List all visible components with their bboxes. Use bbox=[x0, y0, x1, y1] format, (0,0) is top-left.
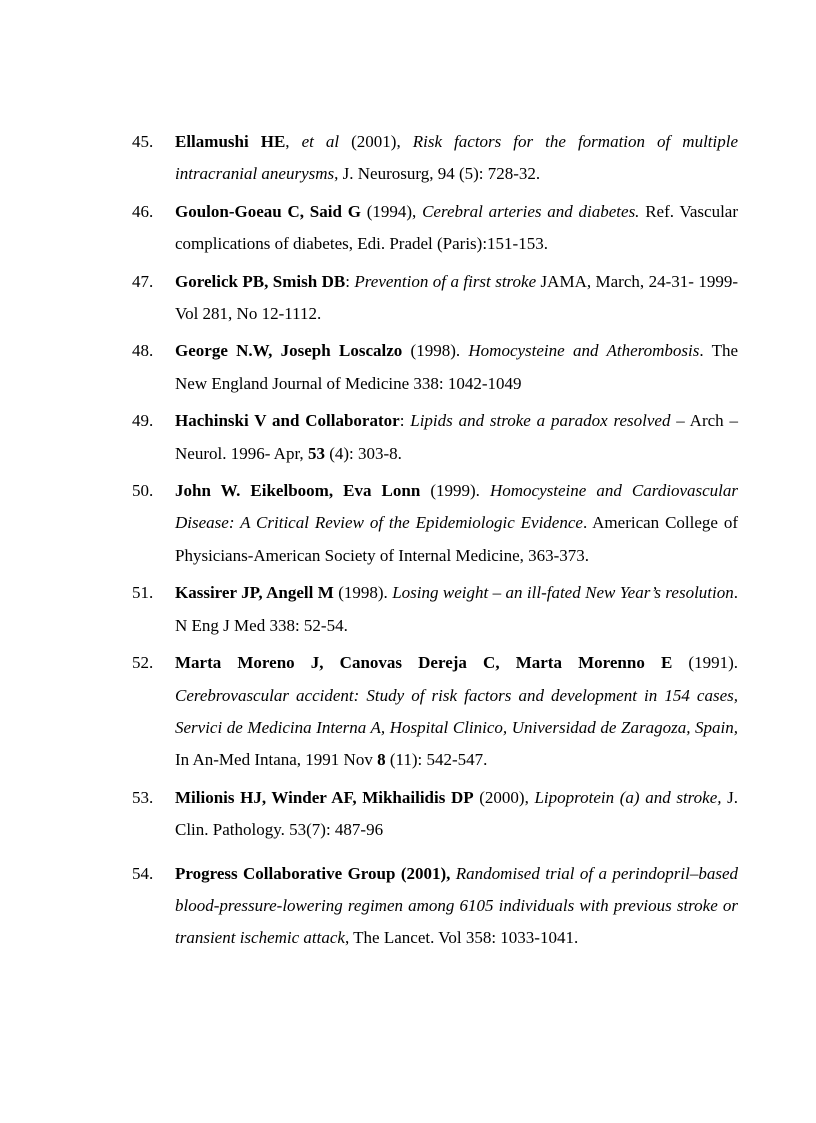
reference-year: (1998). bbox=[402, 341, 469, 361]
reference-authors: Ellamushi HE bbox=[175, 132, 286, 151]
reference-number: 53. bbox=[132, 787, 154, 807]
reference-source: , The Lancet. Vol 358: 1033-1041. bbox=[344, 928, 579, 948]
reference-number: 49. bbox=[132, 411, 154, 431]
reference-authors: Hachinski V and Collaborator bbox=[175, 411, 400, 431]
reference-source: JAMA, March, 24-31- 1999-Vol 281, No 12-1112. bbox=[175, 271, 738, 324]
reference-46 bbox=[132, 196, 738, 261]
reference-source: . The New England Journal of Medicine 338: 1042-1049 bbox=[175, 341, 738, 393]
reference-53 bbox=[132, 782, 738, 847]
reference-authors: John W. Eikelboom, Eva Lonn bbox=[175, 481, 421, 501]
reference-volume: 53 bbox=[307, 443, 325, 463]
reference-authors: Gorelick PB, Smish DB bbox=[175, 271, 346, 291]
reference-year: (2000), bbox=[473, 787, 535, 807]
reference-list bbox=[0, 126, 816, 955]
reference-title: Cerebrovascular accident: Study of risk factors and development in 154 cases, Servici de Medicina Interna A, Hospital Clinico, Universidad de Zaragoza, Spain, bbox=[175, 685, 738, 737]
reference-number: 54. bbox=[132, 863, 154, 883]
et-al: et al bbox=[301, 132, 340, 151]
reference-50 bbox=[132, 475, 738, 572]
reference-48 bbox=[132, 335, 738, 400]
reference-number: 52. bbox=[132, 653, 154, 673]
reference-number: 47. bbox=[132, 271, 154, 291]
reference-volume: 8 bbox=[377, 750, 386, 770]
reference-number: 45. bbox=[132, 132, 154, 151]
reference-source: . N Eng J Med 338: 52-54. bbox=[175, 583, 738, 635]
reference-authors: Milionis HJ, Winder AF, Mikhailidis DP bbox=[175, 787, 474, 807]
reference-authors: Goulon-Goeau C, Said G bbox=[175, 201, 361, 221]
reference-number: 50. bbox=[132, 481, 154, 501]
reference-authors: George N.W, Joseph Loscalzo bbox=[175, 341, 403, 361]
reference-year: (1999). bbox=[420, 481, 490, 501]
reference-49: 49. Hachinski V and Collaborator: Lipids and stroke a paradox resolved – Arch – Neurol. 1996- Apr, 53 (4): 303-8. bbox=[175, 405, 738, 470]
reference-title: Risk factors for the formation of multiple intracranial aneurysms bbox=[175, 132, 739, 184]
reference-source: Arch – Neurol. 1996- Apr, bbox=[175, 411, 738, 463]
reference-number: 48. bbox=[132, 341, 154, 361]
reference-year: (1994), bbox=[360, 201, 423, 221]
reference-title: Homocysteine and Atherombosis bbox=[468, 341, 700, 361]
reference-year: (2001), bbox=[339, 132, 413, 151]
reference-title: Homocysteine and Cardiovascular Disease: A Critical Review of the Epidemiologic Evidence bbox=[175, 481, 738, 533]
reference-authors: Marta Moreno J, Canovas Dereja C, Marta Morenno E bbox=[175, 653, 673, 673]
reference-year: (1991). bbox=[672, 653, 738, 673]
reference-number: 46. bbox=[132, 201, 154, 221]
reference-year: (1998). bbox=[333, 583, 393, 603]
reference-title: Lipoprotein (a) and stroke, bbox=[534, 787, 722, 807]
reference-52: 52. Marta Moreno J, Canovas Dereja C, Marta Morenno E (1991). Cerebrovascular accident: Study of risk factors and development in 154 cases, Servici de Medicina Interna A, Hospital Clinico, Universidad de Zaragoza, Spain, In An-Med Intana, 1991 Nov 8 (11): 542-547. bbox=[175, 647, 738, 777]
reference-authors: Kassirer JP, Angell M bbox=[175, 583, 334, 603]
reference-authors: Progress Collaborative Group (2001), bbox=[175, 863, 451, 883]
reference-47: 47. Gorelick PB, Smish DB: Prevention of a first stroke JAMA, March, 24-31- 1999-Vol 281, No 12-1112. bbox=[175, 266, 738, 331]
reference-source: J. Clin. Pathology. 53(7): 487-96 bbox=[175, 787, 738, 840]
reference-source: , J. Neurosurg, 94 (5): 728-32. bbox=[334, 164, 541, 184]
reference-number: 51. bbox=[132, 583, 154, 603]
reference-title: Lipids and stroke a paradox resolved – bbox=[410, 411, 685, 431]
reference-title: Prevention of a first stroke bbox=[354, 271, 537, 291]
reference-title: Losing weight – an ill-fated New Year’s resolution bbox=[392, 583, 734, 603]
reference-51 bbox=[132, 577, 738, 642]
reference-source: . American College of Physicians-American Society of Internal Medicine, 363-373. bbox=[175, 513, 738, 565]
reference-54 bbox=[132, 858, 739, 955]
reference-title: Randomised trial of a perindopril–based blood-pressure-lowering regimen among 6105 individuals with previous stroke or transient ischemic attack bbox=[175, 863, 739, 948]
reference-source: Ref. Vascular complications of diabetes, Edi. Pradel (Paris):151-153. bbox=[175, 201, 738, 254]
reference-source: In An-Med Intana, 1991 Nov bbox=[175, 750, 378, 770]
reference-45: 45. Ellamushi HE, et al (2001), Risk factors for the formation of multiple intracranial aneurysms, J. Neurosurg, 94 (5): 728-32. bbox=[175, 126, 738, 191]
reference-title: Cerebral arteries and diabetes. bbox=[422, 201, 640, 221]
